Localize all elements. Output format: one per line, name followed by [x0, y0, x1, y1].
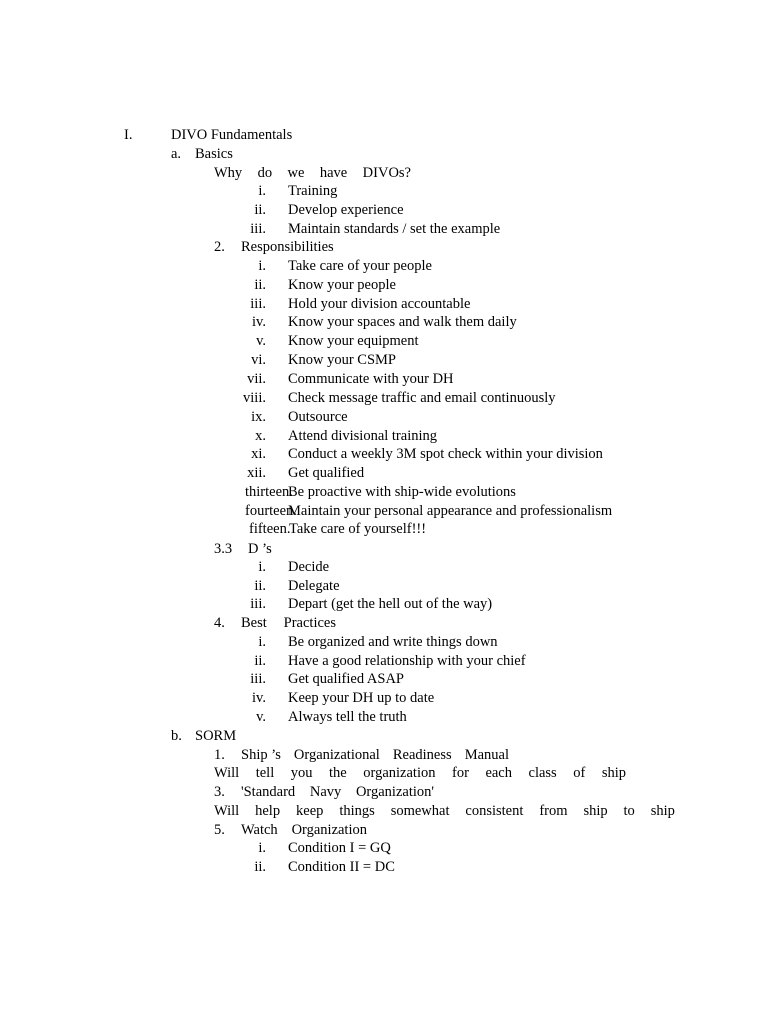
list-item: Have a good relationship with your chief	[288, 653, 526, 669]
list-number: iii.	[250, 221, 266, 237]
list-number: xii.	[247, 465, 266, 481]
word: for	[452, 765, 469, 781]
list-number: i.	[258, 559, 266, 575]
list-item: Know your spaces and walk them daily	[288, 314, 517, 330]
word: help	[255, 803, 281, 819]
word: of	[573, 765, 586, 781]
list-item: Know your equipment	[288, 333, 419, 349]
list-item: Always tell the truth	[288, 709, 407, 725]
word: Organizational	[293, 747, 380, 763]
list-item: Conduct a weekly 3M spot check within your division	[288, 446, 603, 462]
list-item: Maintain your personal appearance and professionalism	[288, 503, 613, 519]
list-number: ii.	[254, 859, 266, 875]
subsection-title: Basics	[195, 146, 233, 162]
list-item: Attend divisional training	[288, 428, 438, 444]
section-marker: I.	[124, 127, 133, 143]
item-marker: 2.	[214, 239, 225, 255]
word: the	[329, 765, 347, 781]
list-item: Communicate with your DH	[288, 371, 454, 387]
word: each	[485, 765, 512, 781]
list-item: Get qualified ASAP	[288, 671, 404, 687]
list-item: Keep your DH up to date	[288, 690, 435, 706]
standard-navy-organization	[241, 784, 434, 800]
list-number: thirteen.	[245, 484, 293, 500]
list-number: iii.	[250, 671, 266, 687]
list-number: fourteen.	[245, 503, 297, 519]
list-number: iii.	[250, 596, 266, 612]
word: somewhat	[390, 803, 450, 819]
list-item: Maintain standards / set the example	[288, 221, 501, 237]
three-ds-heading: D ’s	[248, 541, 272, 557]
word: we	[287, 165, 305, 181]
word: do	[257, 165, 273, 181]
list-number: xi.	[251, 446, 266, 462]
list-number: i.	[258, 258, 266, 274]
subsection-marker: b.	[171, 728, 182, 744]
why-heading	[214, 165, 411, 181]
list-number: ii.	[254, 202, 266, 218]
list-item: Hold your division accountable	[288, 296, 471, 312]
sorm-purpose-line	[214, 765, 626, 781]
word: ship	[650, 803, 675, 819]
subsection-marker: a.	[171, 146, 182, 162]
list-item: Be organized and write things down	[288, 634, 498, 650]
word: Watch	[241, 822, 278, 838]
list-item: Outsource	[288, 409, 348, 425]
list-number: v.	[256, 333, 266, 349]
word: from	[539, 803, 568, 819]
list-item: Know your people	[288, 277, 396, 293]
item-marker: 5.	[214, 822, 225, 838]
list-item: Get qualified	[288, 465, 365, 481]
word: Will	[214, 765, 240, 781]
word: Organization	[291, 822, 367, 838]
list-item: Decide	[288, 559, 330, 575]
list-item: Know your CSMP	[288, 352, 396, 368]
list-number: iv.	[252, 690, 266, 706]
word: Organization'	[355, 784, 434, 800]
list-number: vi.	[251, 352, 266, 368]
word: DIVOs?	[362, 165, 411, 181]
word: Navy	[309, 784, 342, 800]
word: Manual	[464, 747, 509, 763]
list-number: iv.	[252, 314, 266, 330]
list-item: Check message traffic and email continuously	[288, 390, 556, 406]
word: have	[319, 165, 348, 181]
word: organization	[363, 765, 436, 781]
list-item: Develop experience	[288, 202, 404, 218]
list-item: Delegate	[288, 578, 340, 594]
sorm-definition	[241, 747, 509, 763]
list-number: viii.	[243, 390, 266, 406]
item-marker: 4.	[214, 615, 225, 631]
word: keep	[296, 803, 324, 819]
list-item: Take care of yourself!!!	[289, 521, 427, 537]
list-number: ii.	[254, 653, 266, 669]
word: ship	[583, 803, 608, 819]
word: ship	[601, 765, 626, 781]
list-item: Take care of your people	[288, 258, 432, 274]
word: tell	[255, 765, 275, 781]
subsection-title: SORM	[195, 728, 237, 744]
section-title: DIVO Fundamentals	[171, 127, 293, 143]
list-number: i.	[258, 634, 266, 650]
item-marker: 1.	[214, 747, 225, 763]
word: Readiness	[392, 747, 452, 763]
watch-organization-heading	[241, 822, 367, 838]
word: things	[339, 803, 375, 819]
list-number: ix.	[251, 409, 266, 425]
consistency-line	[214, 803, 675, 819]
word: to	[623, 803, 635, 819]
list-item: Be proactive with ship-wide evolutions	[288, 484, 516, 500]
list-number: ii.	[254, 277, 266, 293]
best-practices-heading	[241, 615, 336, 631]
word: Why	[214, 165, 243, 181]
list-item: Condition II = DC	[288, 859, 395, 875]
list-number: iii.	[250, 296, 266, 312]
list-number: i.	[258, 183, 266, 199]
word: Will	[214, 803, 240, 819]
word: Practices	[283, 615, 336, 631]
word: you	[290, 765, 313, 781]
word: 'Standard	[241, 784, 296, 800]
word: class	[528, 765, 557, 781]
responsibilities-heading: Responsibilities	[241, 239, 334, 255]
list-item: Condition I = GQ	[288, 840, 391, 856]
word: Best	[241, 615, 267, 631]
list-number: v.	[256, 709, 266, 725]
list-item: Training	[288, 183, 338, 199]
list-number: ii.	[254, 578, 266, 594]
item-marker: 3.	[214, 784, 225, 800]
word: consistent	[465, 803, 524, 819]
list-number: vii.	[247, 371, 266, 387]
word: Ship ’s	[241, 747, 281, 763]
list-number: x.	[255, 428, 266, 444]
list-number: i.	[258, 840, 266, 856]
item-marker: 3.3	[214, 541, 233, 557]
list-number: fifteen.	[249, 521, 291, 537]
list-item: Depart (get the hell out of the way)	[288, 596, 493, 612]
